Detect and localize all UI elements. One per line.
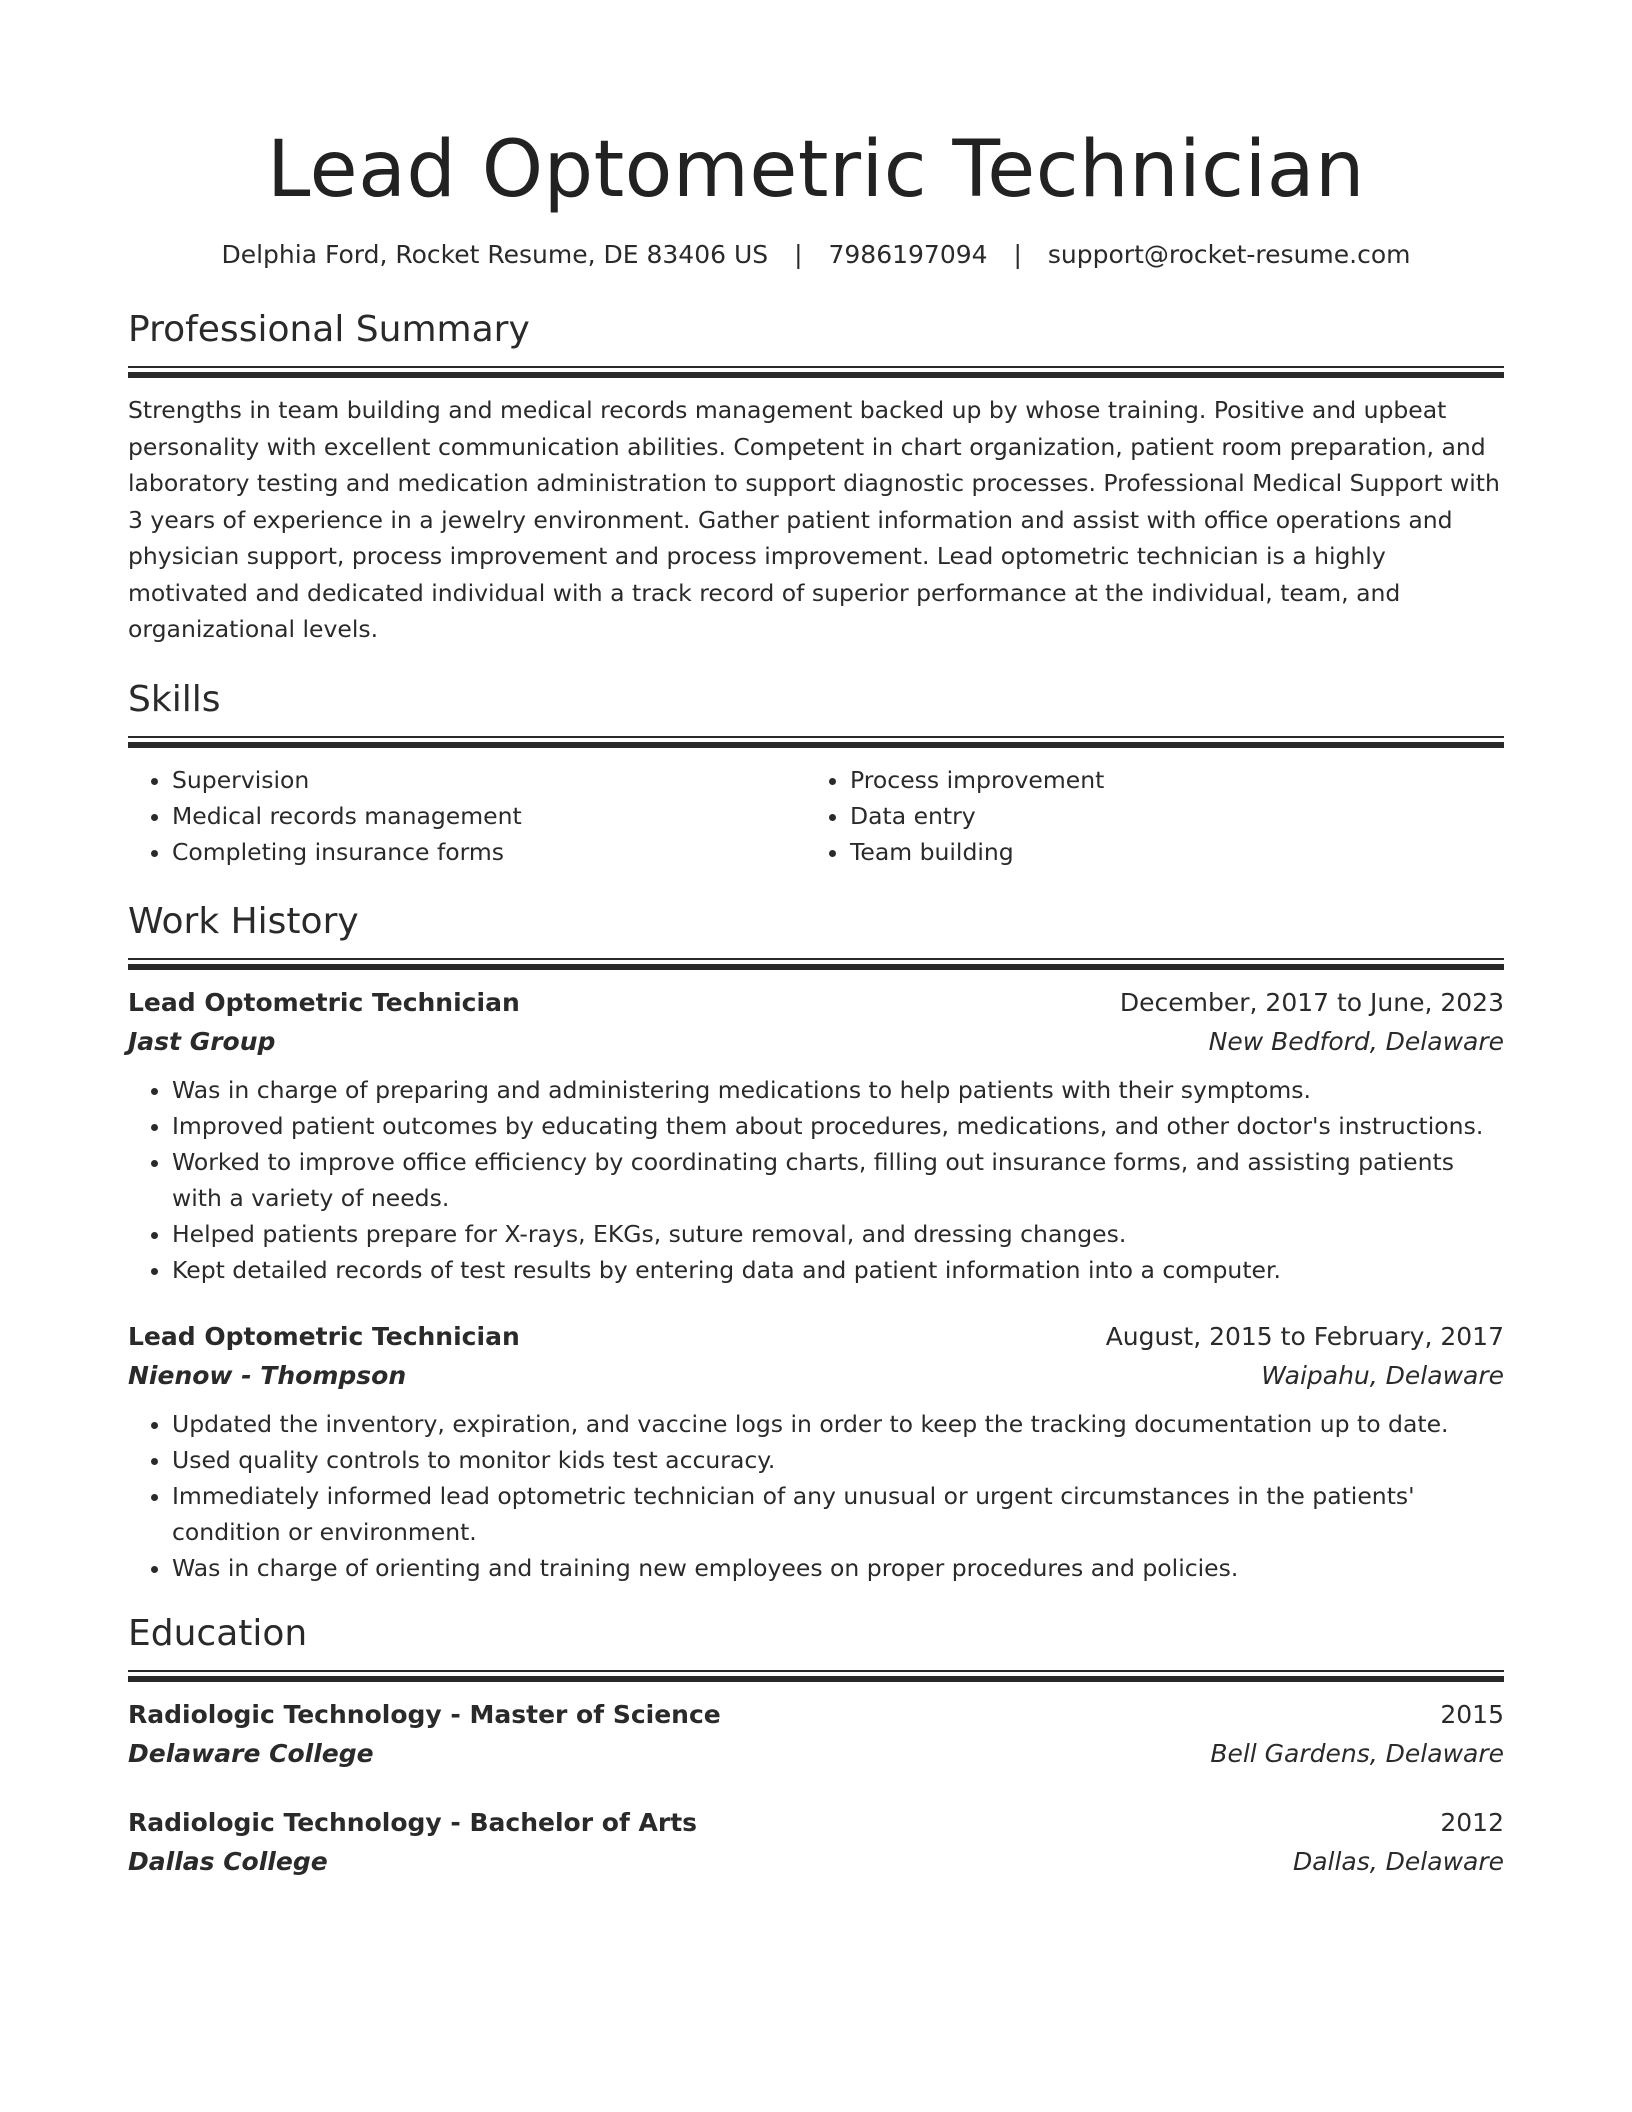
section-title-work: Work History <box>128 900 359 942</box>
job-header <box>128 1318 1504 1356</box>
contact-separator: | <box>794 240 803 269</box>
job-bullet: • Improved patient outcomes by educating them about procedures, medications, and other doctor's instructions. <box>172 1108 1504 1144</box>
job-title: Lead Optometric Technician <box>128 987 520 1017</box>
section-divider <box>128 1670 1504 1682</box>
section-divider <box>128 736 1504 748</box>
job-entry <box>128 1318 1504 1586</box>
job-bullet: • Was in charge of orienting and training new employees on proper procedures and policies. <box>172 1550 1504 1586</box>
contact-address: Delphia Ford, Rocket Resume, DE 83406 US <box>221 240 769 269</box>
skill-item: • Supervision <box>172 762 806 798</box>
skill-item: • Data entry <box>850 798 1484 834</box>
job-location: Waipahu, Delaware <box>1261 1360 1504 1390</box>
summary-text: Strengths in team building and medical records management backed up by whose training. Positive and upbeat personality with excellent communication abilities. Competent in chart organization, patient room preparation, and laboratory testing and medication administration to support diagnostic processes. Professional Medical Support with 3 years of experience in a jewelry environment. Gather patient information and assist with office operations and physician support, process improvement and process improvement. Lead optometric technician is a highly motivated and dedicated individual with a track record of superior performance at the individual, team, and organizational levels. <box>128 396 1500 643</box>
section-divider <box>128 958 1504 970</box>
job-title: Lead Optometric Technician <box>128 1321 520 1351</box>
job-company: Jast Group <box>128 1026 276 1056</box>
job-bullet: • Used quality controls to monitor kids test accuracy. <box>172 1442 1504 1478</box>
education-location: Dallas, Delaware <box>1292 1846 1504 1876</box>
section-title-education: Education <box>128 1612 308 1654</box>
job-entry <box>128 984 1504 1288</box>
contact-phone: 7986197094 <box>828 240 988 269</box>
job-dates: August, 2015 to February, 2017 <box>1105 1321 1504 1351</box>
job-bullet: • Updated the inventory, expiration, and vaccine logs in order to keep the tracking documentation up to date. <box>172 1406 1504 1442</box>
job-dates: December, 2017 to June, 2023 <box>1119 987 1504 1017</box>
skills-list <box>128 762 1504 870</box>
resume-page <box>128 120 1504 1882</box>
section-title-summary: Professional Summary <box>128 309 530 350</box>
skills-column-right <box>806 762 1484 870</box>
job-company: Nienow - Thompson <box>128 1360 407 1390</box>
contact-separator: | <box>1013 240 1022 269</box>
work-history-section <box>128 898 1504 1586</box>
education-subheader <box>128 1734 1504 1774</box>
job-bullet: • Worked to improve office efficiency by coordinating charts, filling out insurance forms, and assisting patients with a variety of needs. <box>172 1144 1504 1216</box>
job-subheader <box>128 1022 1504 1062</box>
education-degree: Radiologic Technology - Bachelor of Arts <box>128 1807 698 1837</box>
job-bullet: • Immediately informed lead optometric technician of any unusual or urgent circumstances in the patients' condition or environment. <box>172 1478 1504 1550</box>
job-bullets <box>128 1406 1504 1586</box>
job-location: New Bedford, Delaware <box>1208 1026 1504 1056</box>
job-header <box>128 984 1504 1022</box>
summary-section <box>128 306 1504 648</box>
education-degree: Radiologic Technology - Master of Science <box>128 1699 721 1729</box>
education-section <box>128 1610 1504 1882</box>
job-bullet: • Kept detailed records of test results by entering data and patient information into a computer. <box>172 1252 1504 1288</box>
section-title-skills: Skills <box>128 678 221 720</box>
skill-item: • Process improvement <box>850 762 1484 798</box>
education-entry <box>128 1696 1504 1774</box>
section-divider <box>128 366 1504 378</box>
job-bullet: • Helped patients prepare for X-rays, EKGs, suture removal, and dressing changes. <box>172 1216 1504 1252</box>
contact-email: support@rocket-resume.com <box>1047 240 1411 269</box>
skill-item: • Completing insurance forms <box>172 834 806 870</box>
skill-item: • Medical records management <box>172 798 806 834</box>
education-year: 2012 <box>1440 1807 1504 1837</box>
education-school: Delaware College <box>128 1738 374 1768</box>
candidate-title: Lead Optometric Technician <box>267 125 1365 215</box>
skills-section <box>128 676 1504 870</box>
skill-item: • Team building <box>850 834 1484 870</box>
education-location: Bell Gardens, Delaware <box>1210 1738 1504 1768</box>
education-year: 2015 <box>1440 1699 1504 1729</box>
contact-line <box>128 238 1504 272</box>
education-header <box>128 1804 1504 1842</box>
job-bullet: • Was in charge of preparing and administering medications to help patients with their symptoms. <box>172 1072 1504 1108</box>
education-entry <box>128 1804 1504 1882</box>
education-header <box>128 1696 1504 1734</box>
job-bullets <box>128 1072 1504 1288</box>
education-subheader <box>128 1842 1504 1882</box>
education-school: Dallas College <box>128 1846 328 1876</box>
skills-column-left <box>128 762 806 870</box>
job-subheader <box>128 1356 1504 1396</box>
